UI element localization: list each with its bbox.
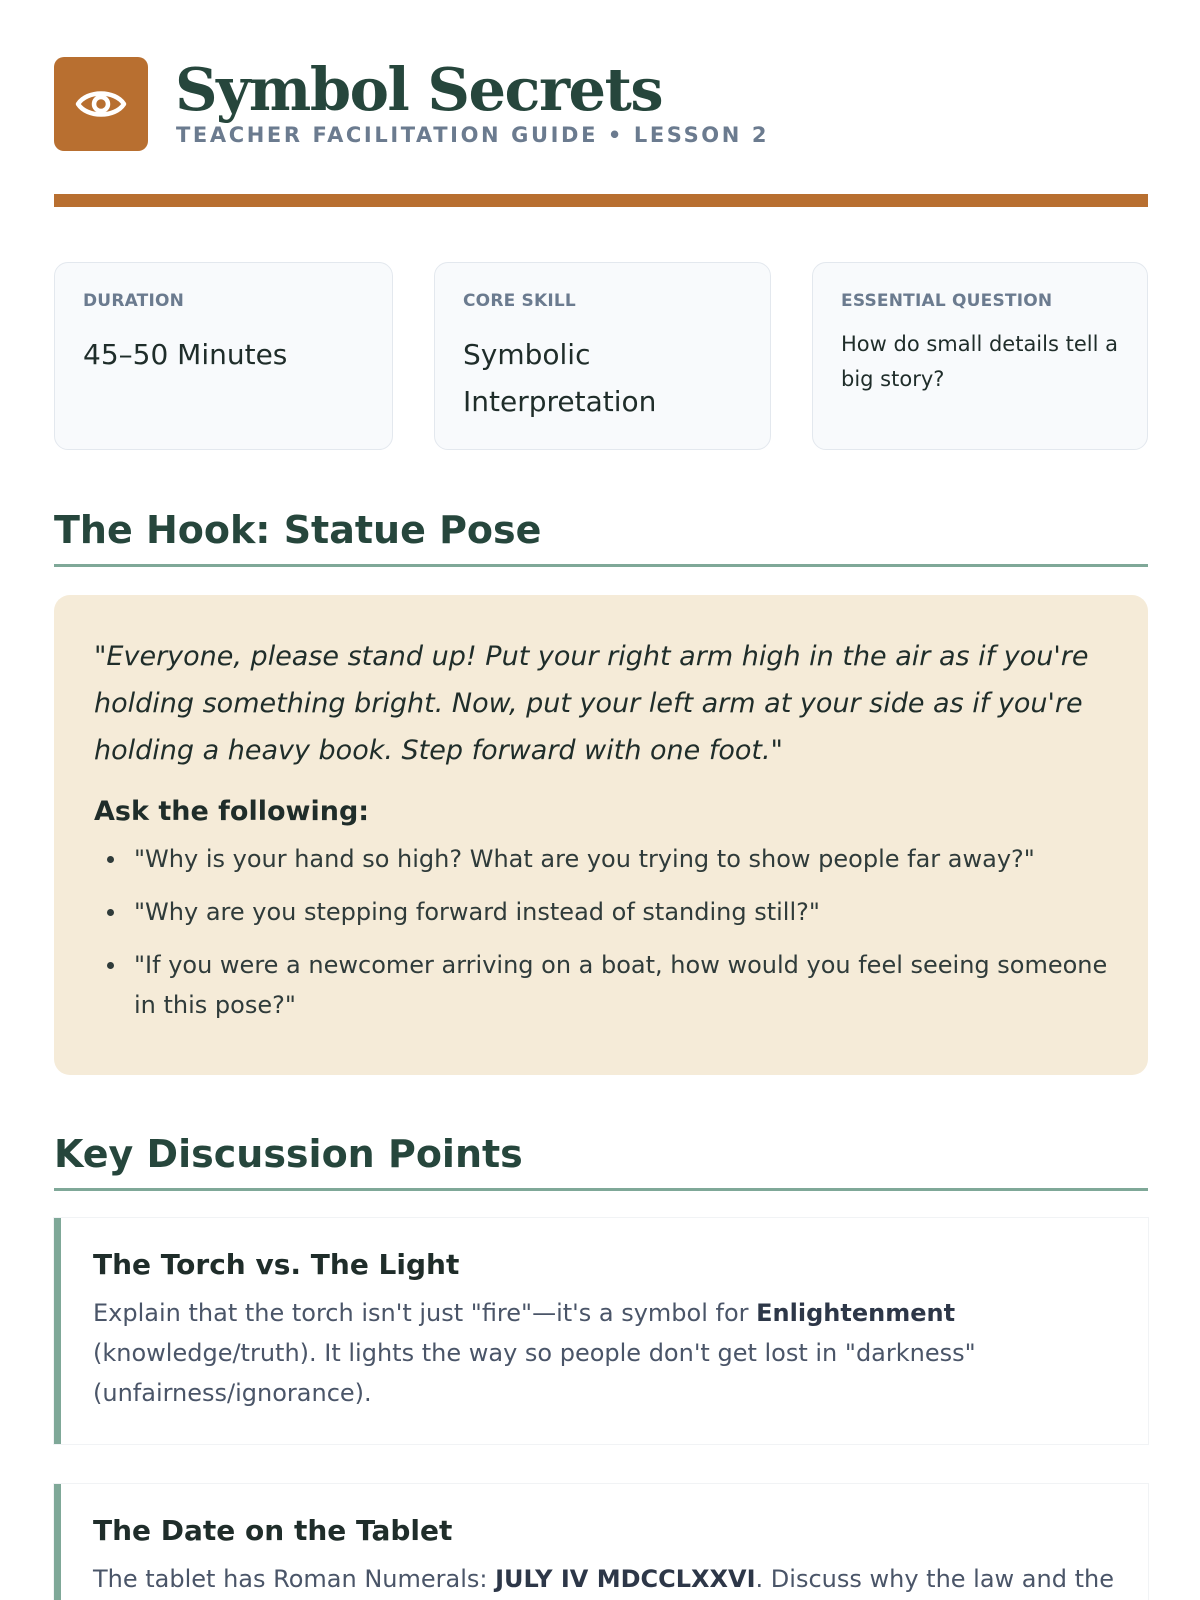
discussion-point-title: The Date on the Tablet xyxy=(93,1514,453,1547)
info-card-core-skill xyxy=(434,262,771,450)
eye-icon xyxy=(75,87,127,121)
section-divider xyxy=(54,564,1148,567)
page-subtitle: TEACHER FACILITATION GUIDE • LESSON 2 xyxy=(176,123,770,147)
info-card-essential-question xyxy=(812,262,1148,450)
emphasis-text: Enlightenment xyxy=(756,1299,956,1327)
discussion-point xyxy=(54,1218,1148,1444)
page-header xyxy=(54,57,1148,207)
logo xyxy=(54,57,148,151)
info-card-label: DURATION xyxy=(83,291,185,311)
list-item: "Why are you stepping forward instead of standing still?" xyxy=(94,892,1108,932)
hook-question-list xyxy=(94,839,1108,1025)
info-card-value: How do small details tell a big story? xyxy=(841,332,1118,391)
info-card-value: 45–50 Minutes xyxy=(83,338,288,371)
discussion-point-title: The Torch vs. The Light xyxy=(93,1248,460,1281)
section-title-discussion: Key Discussion Points xyxy=(54,1132,523,1176)
page-title: Symbol Secrets xyxy=(175,55,663,124)
hook-ask-label: Ask the following: xyxy=(94,796,370,827)
info-card-duration xyxy=(54,262,393,450)
header-divider xyxy=(54,194,1148,207)
section-divider xyxy=(54,1188,1148,1191)
list-item: "Why is your hand so high? What are you trying to show people far away?" xyxy=(94,839,1108,879)
hook-quote: "Everyone, please stand up! Put your right arm high in the air as if you're holding something bright. Now, put your left arm at your side as if you're holding a heavy book. Step forward with one foot." xyxy=(94,641,1089,766)
info-card-label: CORE SKILL xyxy=(463,291,576,311)
section-title-hook: The Hook: Statue Pose xyxy=(54,508,542,552)
info-card-value: Symbolic Interpretation xyxy=(463,338,657,418)
hook-box xyxy=(54,595,1148,1075)
info-card-label: ESSENTIAL QUESTION xyxy=(841,291,1053,311)
discussion-point xyxy=(54,1484,1148,1600)
discussion-point-body: The tablet has Roman Numerals: JULY IV MDCCLXXVI. Discuss why the law and the xyxy=(93,1565,1114,1593)
list-item: "If you were a newcomer arriving on a boat, how would you feel seeing someone in this pose?" xyxy=(94,945,1108,1025)
discussion-point-body: Explain that the torch isn't just "fire"—it's a symbol for Enlightenment (knowledge/truth). It lights the way so people don't get lost in "darkness" (unfairness/ignorance). xyxy=(93,1299,976,1407)
emphasis-text: JULY IV MDCCLXXVI xyxy=(495,1565,756,1593)
